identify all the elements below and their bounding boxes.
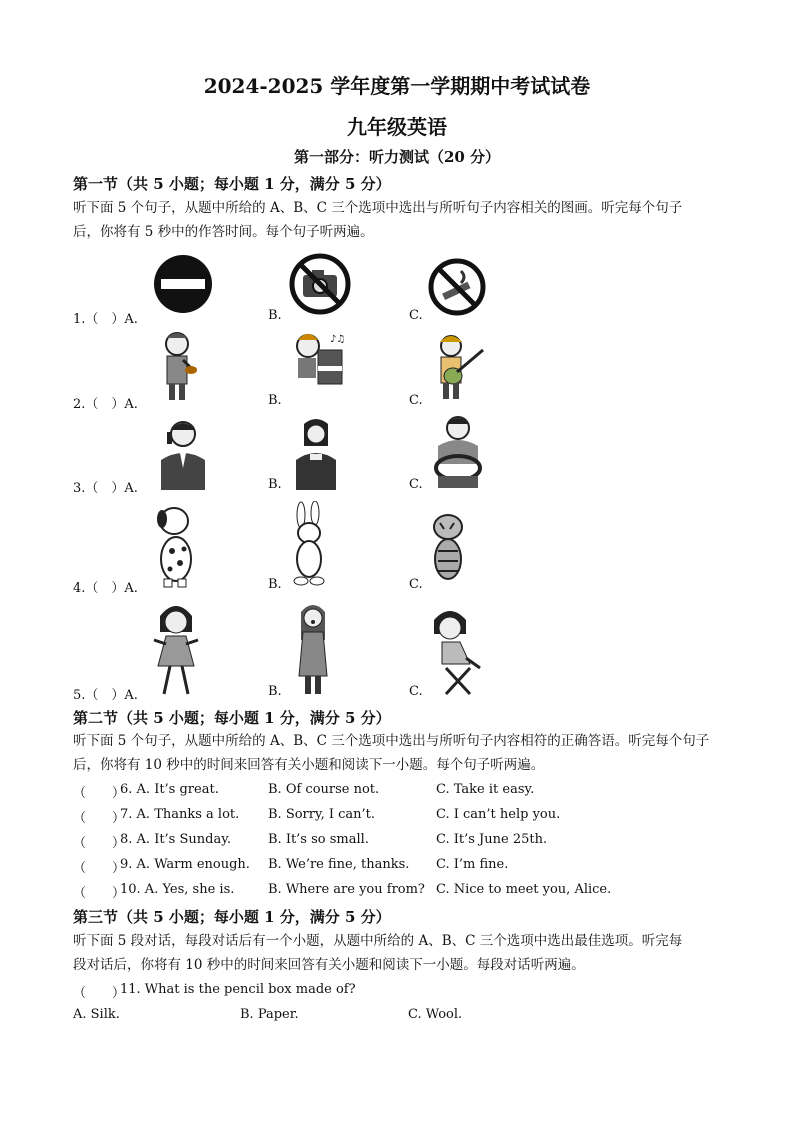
boy-piano-icon xyxy=(290,330,345,392)
question-9-option-b: B. We’re fine, thanks. xyxy=(268,857,410,872)
section2-instructions: 听下面 5 个句子，从题中所给的 A、B、C 三个选项中选出与所听句子内容相符的正确答语。听完每个句子 后，你将有 10 秒中的时间来回答有关小题和阅读下一小题。每个句子听两遍。 xyxy=(73,733,710,773)
question-11-option-a: A. Silk. xyxy=(73,1007,120,1022)
question-1-label: 1.（ ）A. xyxy=(73,312,138,327)
tiger-cub-icon xyxy=(426,511,470,587)
question-11-text: 11. What is the pencil box made of? xyxy=(120,982,356,997)
dalmatian-dog-icon xyxy=(150,503,202,589)
question-8-option-c: C. It’s June 25th. xyxy=(436,832,548,847)
svg-text:♪♫: ♪♫ xyxy=(330,334,345,345)
exam-subtitle: 九年级英语 xyxy=(347,115,447,139)
question-4-option-c: C. xyxy=(409,577,423,592)
question-10-option-a: 10. A. Yes, she is. xyxy=(120,882,235,897)
question-8-option-b: B. It’s so small. xyxy=(268,832,369,847)
question-2-option-b: B. xyxy=(268,393,282,408)
girl-chair-icon xyxy=(426,606,488,698)
section1-instructions: 听下面 5 个句子，从题中所给的 A、B、C 三个选项中选出与所听句子内容相关的图画。听完每个句子 后，你将有 5 秒中的作答时间。每个句子听两遍。 xyxy=(73,200,683,240)
question-10-option-b: B. Where are you from? xyxy=(268,882,425,897)
question-7-bracket: （ ） xyxy=(73,811,126,826)
question-7-option-c: C. I can’t help you. xyxy=(436,807,561,822)
question-9-bracket: （ ） xyxy=(73,861,126,876)
question-10-option-c: C. Nice to meet you, Alice. xyxy=(436,882,612,897)
woman-thinking-icon xyxy=(290,416,342,490)
no-camera-sign-icon xyxy=(288,247,352,321)
question-3-label: 3.（ ）A. xyxy=(73,481,138,496)
man-phone-icon xyxy=(155,418,211,490)
question-7-option-b: B. Sorry, I can’t. xyxy=(268,807,376,822)
question-11-option-b: B. Paper. xyxy=(240,1007,299,1022)
question-1-option-c: C. xyxy=(409,308,423,323)
question-3-option-c: C. xyxy=(409,477,423,492)
section3-instructions: 听下面 5 段对话，每段对话后有一个小题，从题中所给的 A、B、C 三个选项中选出最佳选项。听完每 段对话后，你将有 10 秒中的时间来回答有关小题和阅读下一小题。每段对话听两遍。 xyxy=(73,933,683,973)
question-9-option-c: C. I’m fine. xyxy=(436,857,509,872)
part-title: 第一部分：听力测试（20 分） xyxy=(293,148,501,166)
question-2-label: 2.（ ）A. xyxy=(73,397,138,412)
question-6-option-a: 6. A. It’s great. xyxy=(120,782,219,797)
question-1-option-b: B. xyxy=(268,308,282,323)
man-driving-icon xyxy=(428,412,488,490)
question-5-label: 5.（ ）A. xyxy=(73,688,138,703)
section3-heading: 第三节（共 5 小题；每小题 1 分，满分 5 分） xyxy=(73,908,391,926)
boy-violin-icon xyxy=(153,330,203,405)
rabbit-icon xyxy=(287,501,333,587)
question-5-option-c: C. xyxy=(409,684,423,699)
question-6-bracket: （ ） xyxy=(73,786,126,801)
no-smoking-sign-icon xyxy=(427,253,487,321)
question-4-option-b: B. xyxy=(268,577,282,592)
question-11-option-c: C. Wool. xyxy=(408,1007,463,1022)
question-2-option-c: C. xyxy=(409,393,423,408)
question-4-label: 4.（ ）A. xyxy=(73,581,138,596)
question-8-option-a: 8. A. It’s Sunday. xyxy=(120,832,231,847)
exam-title: 2024-2025 学年度第一学期期中考试试卷 xyxy=(203,74,591,98)
girl-singing-icon xyxy=(295,600,331,698)
question-6-option-c: C. Take it easy. xyxy=(436,782,535,797)
question-8-bracket: （ ） xyxy=(73,836,126,851)
question-7-option-a: 7. A. Thanks a lot. xyxy=(120,807,240,822)
boy-guitar-icon xyxy=(431,332,491,402)
section2-heading: 第二节（共 5 小题；每小题 1 分，满分 5 分） xyxy=(73,709,391,727)
question-10-bracket: （ ） xyxy=(73,886,126,901)
question-3-option-b: B. xyxy=(268,477,282,492)
question-11-bracket: （ ） xyxy=(73,986,126,1001)
girl-dancing-icon xyxy=(146,600,206,698)
section1-heading: 第一节（共 5 小题；每小题 1 分，满分 5 分） xyxy=(73,175,391,193)
no-entry-sign-icon xyxy=(153,250,213,318)
question-9-option-a: 9. A. Warm enough. xyxy=(120,857,250,872)
question-5-option-b: B. xyxy=(268,684,282,699)
question-6-option-b: B. Of course not. xyxy=(268,782,380,797)
